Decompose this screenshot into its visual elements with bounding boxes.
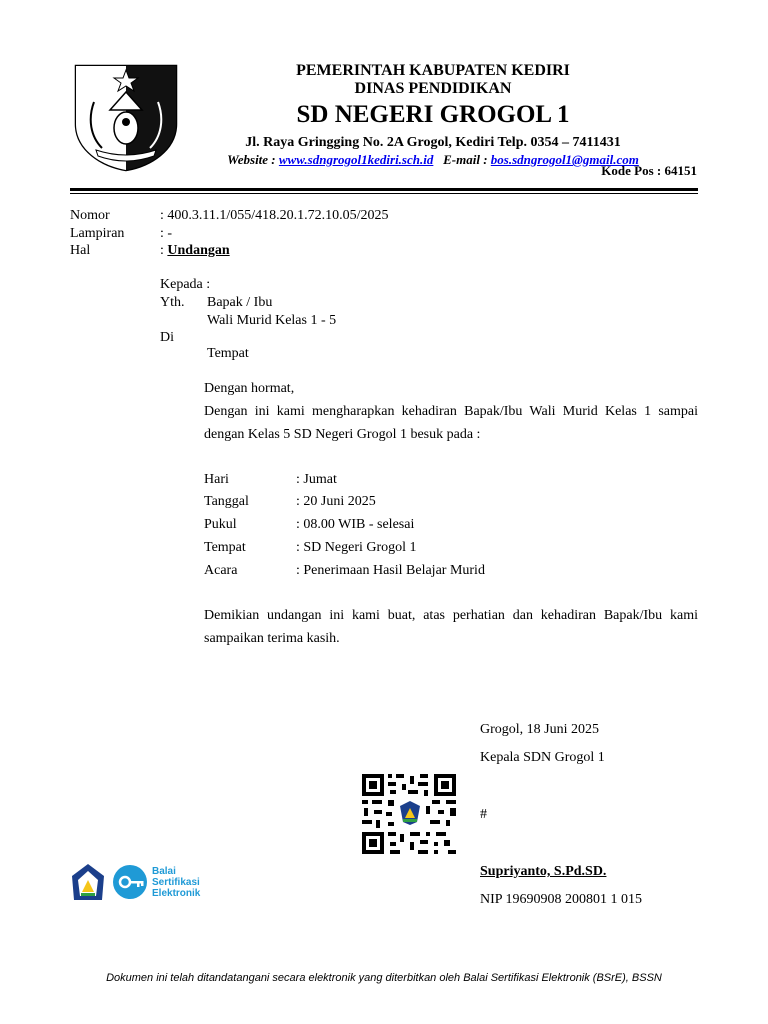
bsre-text-line3: Elektronik [152,888,201,899]
intro-paragraph: Dengan ini kami mengharapkan kehadiran Bapak/Ibu Wali Murid Kelas 1 sampai dengan Kelas 5 SD Negeri Grogol 1 besuk pada : [204,404,698,442]
hal-label: Hal [70,243,91,258]
certification-logos [70,860,240,904]
recipient-name-1: Bapak / Ibu [207,295,273,310]
lampiran-label: Lampiran [70,226,125,241]
recipient-place: Tempat [207,346,249,361]
government-name: PEMERINTAH KABUPATEN KEDIRI [296,62,570,79]
detail-label: Hari [204,472,229,487]
detail-value: : 08.00 WIB - selesai [296,517,415,532]
e-signature-footer: Dokumen ini telah ditandatangani secara elektronik yang diterbitkan oleh Balai Sertifikasi Elektronik (BSrE), BSSN [106,972,662,984]
hal-value: Undangan [167,243,230,258]
signature-mark: # [480,807,487,822]
nomor-value: : 400.3.11.1/055/418.20.1.72.10.05/2025 [160,208,389,223]
hal-field [160,243,230,259]
signatory-nip: NIP 19690908 200801 1 015 [480,892,643,907]
signatory-name: Supriyanto, S.Pd.SD. [480,864,607,879]
closing-paragraph: Demikian undangan ini kami buat, atas perhatian dan kehadiran Bapak/Ibu kami sampaikan terima kasih. [204,608,698,646]
kemendikbud-shield-icon [72,864,104,900]
kepada-label: Kepada : [160,277,211,292]
header-divider-thin [70,193,698,194]
bsre-logo-icon [113,865,147,899]
postal-code: Kode Pos : 64151 [601,163,697,178]
detail-label: Tanggal [204,494,249,509]
email-label: E-mail : [443,152,491,167]
bsre-text-line1: Balai [152,866,176,877]
school-name: SD NEGERI GROGOL 1 [296,101,570,128]
header-divider-thick [70,188,698,191]
detail-label: Tempat [204,540,246,555]
school-address: Jl. Raya Gringging No. 2A Grogol, Kediri Telp. 0354 – 7411431 [245,135,621,150]
detail-label: Acara [204,563,238,578]
yth-label: Yth. [160,295,185,310]
nomor-label: Nomor [70,208,110,223]
detail-label: Pukul [204,517,237,532]
detail-value: : Penerimaan Hasil Belajar Murid [296,563,485,578]
signature-position: Kepala SDN Grogol 1 [480,750,605,765]
lampiran-value: : - [160,226,173,241]
website-label: Website : [227,152,279,167]
qr-code-icon [360,772,458,856]
hal-colon: : [160,243,168,258]
greeting: Dengan hormat, [204,381,295,396]
bsre-text-line2: Sertifikasi [152,877,200,888]
kabupaten-kediri-crest-icon [72,62,180,172]
website-link[interactable]: www.sdngrogol1kediri.sch.id [278,152,434,167]
di-label: Di [160,330,174,345]
email-link[interactable]: bos.sdngrogol1@gmail.com [490,152,639,167]
department-name: DINAS PENDIDIKAN [354,80,512,97]
detail-value: : 20 Juni 2025 [296,494,376,509]
detail-value: : SD Negeri Grogol 1 [296,540,417,555]
recipient-name-2: Wali Murid Kelas 1 - 5 [207,313,337,328]
detail-value: : Jumat [296,472,337,487]
letterhead [190,62,676,168]
signature-place-date: Grogol, 18 Juni 2025 [480,722,599,737]
